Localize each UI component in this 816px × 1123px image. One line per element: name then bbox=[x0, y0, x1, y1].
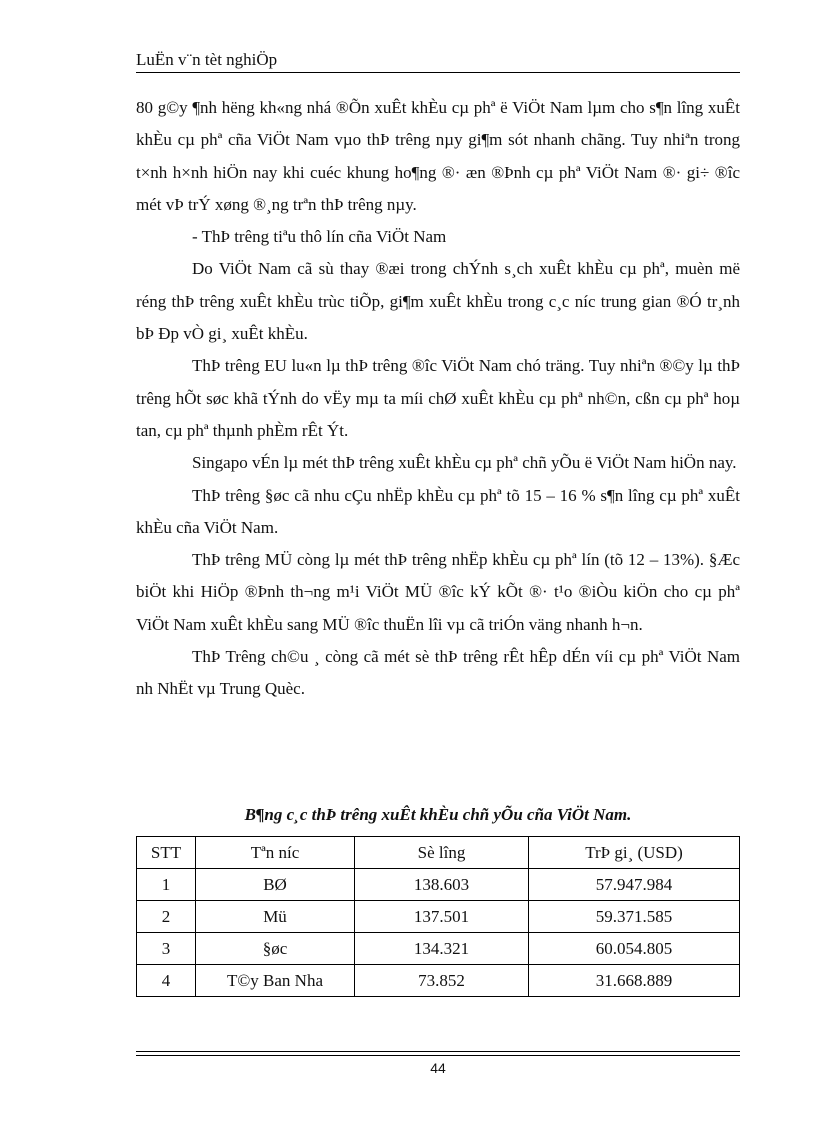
footer-rule bbox=[136, 1051, 740, 1052]
table-cell: 134.321 bbox=[355, 933, 529, 965]
table-cell: 59.371.585 bbox=[529, 901, 740, 933]
table-cell: 4 bbox=[137, 965, 196, 997]
column-header: Sè lîng bbox=[355, 837, 529, 869]
page-number: 44 bbox=[430, 1060, 446, 1076]
table-cell: 31.668.889 bbox=[529, 965, 740, 997]
table-cell: T©y Ban Nha bbox=[196, 965, 355, 997]
table-cell: BØ bbox=[196, 869, 355, 901]
table-row bbox=[137, 901, 740, 933]
paragraph: ThÞ Trêng ch©u ¸ còng cã mét sè thÞ trêng rÊt hÊp dÉn víi cµ phª ViÖt Nam nh NhËt vµ Trung Quèc. bbox=[136, 647, 740, 699]
body-text bbox=[136, 92, 740, 706]
paragraph: ThÞ trêng MÜ còng lµ mét thÞ trêng nhËp khÈu cµ phª lín (tõ 12 – 13%). §Æc biÖt khi HiÖp ®Þnh th¬ng m¹i ViÖt MÜ ®îc kÝ kÕt ®· t¹o ®iÒu kiÖn cho cµ phª ViÖt Nam xuÊt khÈu sang MÜ ®îc thuËn lîi vµ cã triÓn väng nhanh h¬n. bbox=[136, 550, 740, 634]
export-markets-table bbox=[136, 836, 740, 997]
table-row bbox=[137, 933, 740, 965]
table-header-row bbox=[137, 837, 740, 869]
paragraph: Do ViÖt Nam cã sù thay ®æi trong chÝnh s¸ch xuÊt khÈu cµ phª, muèn më réng thÞ trêng xuÊt khÈu trùc tiÕp, gi¶m xuÊt khÈu trong c¸c níc trung gian ®Ó tr¸nh bÞ Ðp vÒ gi¸ xuÊt khÈu. bbox=[136, 259, 740, 344]
table-caption: B¶ng c¸c thÞ trêng xuÊt khÈu chñ yÕu cña ViÖt Nam. bbox=[244, 805, 632, 824]
paragraph: ThÞ trêng §øc cã nhu cÇu nhËp khÈu cµ phª tõ 15 – 16 % s¶n lîng cµ phª xuÊt khÈu cña ViÖt Nam. bbox=[136, 485, 740, 537]
table-row bbox=[137, 965, 740, 997]
table-cell: 138.603 bbox=[355, 869, 529, 901]
column-header: Tªn níc bbox=[196, 837, 355, 869]
table-cell: 73.852 bbox=[355, 965, 529, 997]
header-title: LuËn v¨n tèt nghiÖp bbox=[136, 50, 278, 69]
header-rule bbox=[136, 72, 740, 73]
table-cell: Mü bbox=[196, 901, 355, 933]
column-header: TrÞ gi¸ (USD) bbox=[529, 837, 740, 869]
paragraph: Singapo vÉn lµ mét thÞ trêng xuÊt khÈu cµ phª chñ yÕu ë ViÖt Nam hiÖn nay. bbox=[192, 453, 737, 473]
table-cell: 57.947.984 bbox=[529, 869, 740, 901]
table-cell: 137.501 bbox=[355, 901, 529, 933]
paragraph: ThÞ trêng EU lu«n lµ thÞ trêng ®îc ViÖt Nam chó träng. Tuy nhiªn ®©y lµ thÞ trêng hÕt søc khã tÝnh do vËy mµ ta míi chØ xuÊt khÈu cµ phª nh©n, cßn cµ phª hoµ tan, cµ phª thµnh phÈm rÊt Ýt. bbox=[136, 356, 740, 440]
table-cell: §øc bbox=[196, 933, 355, 965]
table-cell: 60.054.805 bbox=[529, 933, 740, 965]
paragraph: 80 g©y ¶nh hëng kh«ng nhá ®Õn xuÊt khÈu cµ phª ë ViÖt Nam lµm cho s¶n lîng xuÊt khÈu cµ phª cña ViÖt Nam vµo thÞ trêng nµy gi¶m sót nhanh chãng. Tuy nhiªn trong t×nh h×nh hiÖn nay khi cuéc khung ho¶ng ®· æn ®Þnh cµ phª ViÖt Nam ®· gi÷ ®îc mét vÞ trÝ xøng ®¸ng trªn thÞ trêng nµy. bbox=[136, 98, 740, 214]
column-header: STT bbox=[137, 837, 196, 869]
table-cell: 1 bbox=[137, 869, 196, 901]
page-header bbox=[136, 48, 740, 73]
table-cell: 3 bbox=[137, 933, 196, 965]
paragraph: - ThÞ trêng tiªu thô lín cña ViÖt Nam bbox=[192, 227, 447, 247]
table-row bbox=[137, 869, 740, 901]
footer-rule bbox=[136, 1055, 740, 1056]
table-cell: 2 bbox=[137, 901, 196, 933]
